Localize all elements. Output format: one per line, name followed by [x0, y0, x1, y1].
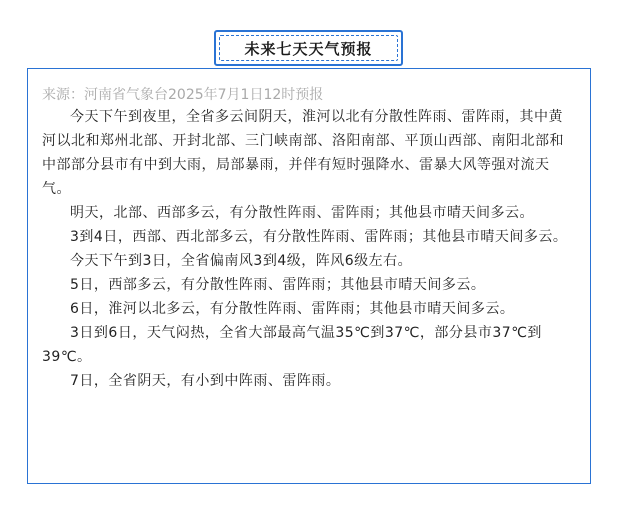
forecast-paragraph-3-4: 3到4日，西部、西北部多云，有分散性阵雨、雷阵雨；其他县市晴天间多云。: [70, 229, 568, 245]
forecast-paragraph-tomorrow: 明天，北部、西部多云，有分散性阵雨、雷阵雨；其他县市晴天间多云。: [70, 205, 534, 221]
forecast-paragraph-6: 6日，淮河以北多云，有分散性阵雨、雷阵雨；其他县市晴天间多云。: [70, 301, 515, 317]
forecast-paragraph-5: 5日，西部多云，有分散性阵雨、雷阵雨；其他县市晴天间多云。: [70, 277, 486, 293]
forecast-paragraph-today: 今天下午到夜里，全省多云间阴天，淮河以北有分散性阵雨、雷阵雨，其中黄河以北和郑州北部、开封北部、三门峡南部、洛阳南部、平顶山西部、南阳北部和中部部分县市有中到大雨，局部暴雨，并伴有短时强降水、雷暴大风等强对流天气。: [42, 109, 564, 197]
page-title: 未来七天天气预报: [244, 39, 373, 58]
title-banner: [214, 30, 403, 66]
forecast-paragraph-temperature: 3日到6日，天气闷热，全省大部最高气温35℃到37℃，部分县市37℃到39℃。: [42, 325, 542, 365]
forecast-paragraph-7: 7日，全省阴天，有小到中阵雨、雷阵雨。: [70, 373, 341, 389]
forecast-paragraph-wind: 今天下午到3日，全省偏南风3到4级，阵风6级左右。: [70, 253, 413, 269]
source-line: 来源：河南省气象台2025年7月1日12时预报: [42, 87, 324, 103]
forecast-content-box: [27, 68, 591, 484]
